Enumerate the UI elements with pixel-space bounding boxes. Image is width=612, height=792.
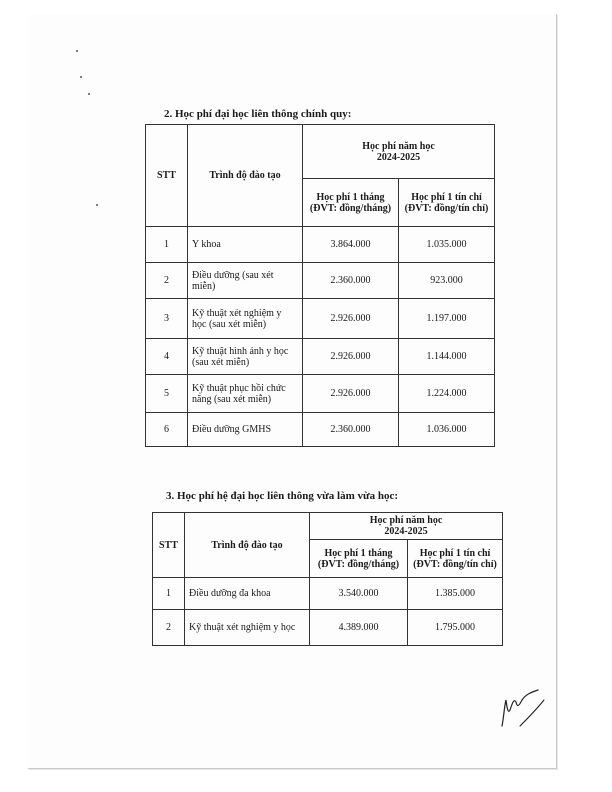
table-row <box>146 263 495 299</box>
row-monthly-fee: 3.540.000 <box>310 578 408 610</box>
row-stt: 5 <box>146 375 188 413</box>
scan-speck <box>80 76 82 78</box>
row-program: Điều dưỡng (sau xét miễn) <box>188 263 303 299</box>
row-monthly-fee: 2.926.000 <box>303 375 399 413</box>
header-program: Trình độ đào tạo <box>185 513 310 578</box>
table-row <box>146 339 495 375</box>
header-program-label: Trình độ đào tạo <box>209 170 281 181</box>
row-monthly-fee: 2.360.000 <box>303 263 399 299</box>
header-fee-group <box>303 125 495 179</box>
table-row <box>153 578 503 610</box>
row-program: Điều dưỡng GMHS <box>188 413 303 447</box>
row-stt: 6 <box>146 413 188 447</box>
row-credit-fee: 1.036.000 <box>399 413 495 447</box>
header-fee-group-label: Học phí năm học <box>362 140 435 152</box>
row-monthly-fee: 2.926.000 <box>303 299 399 339</box>
table-row <box>153 610 503 646</box>
row-credit-fee: 1.035.000 <box>399 227 495 263</box>
row-program: Kỹ thuật phục hồi chức năng (sau xét miễn) <box>188 375 303 413</box>
header-credit-fee: Học phí 1 tín chỉ (ĐVT: đồng/tín chỉ) <box>399 179 495 227</box>
row-program: Y khoa <box>188 227 303 263</box>
fee-table-regular <box>145 124 495 447</box>
header-credit-fee: Học phí 1 tín chỉ (ĐVT: đồng/tín chỉ) <box>408 540 503 578</box>
row-stt: 1 <box>153 578 185 610</box>
scan-speck <box>96 204 98 206</box>
row-monthly-fee: 2.360.000 <box>303 413 399 447</box>
row-stt: 2 <box>153 610 185 646</box>
table-row <box>146 227 495 263</box>
row-stt: 2 <box>146 263 188 299</box>
header-monthly-fee: Học phí 1 tháng (ĐVT: đồng/tháng) <box>303 179 399 227</box>
row-stt: 3 <box>146 299 188 339</box>
header-fee-group-label: Học phí năm học <box>369 515 443 526</box>
row-credit-fee: 1.795.000 <box>408 610 503 646</box>
row-program: Kỹ thuật hình ảnh y học (sau xét miễn) <box>188 339 303 375</box>
header-fee-year: 2024-2025 <box>376 151 421 163</box>
table-row <box>146 413 495 447</box>
row-monthly-fee: 2.926.000 <box>303 339 399 375</box>
row-program: Điều dưỡng đa khoa <box>185 578 310 610</box>
row-stt: 1 <box>146 227 188 263</box>
header-stt: STT <box>146 125 188 227</box>
header-program <box>188 125 303 227</box>
row-monthly-fee: 4.389.000 <box>310 610 408 646</box>
row-program: Kỹ thuật xét nghiệm y học (sau xét miễn) <box>188 299 303 339</box>
header-fee-year: 2024-2025 <box>384 526 428 537</box>
row-credit-fee: 1.385.000 <box>408 578 503 610</box>
row-program: Kỹ thuật xét nghiệm y học <box>185 610 310 646</box>
scan-speck <box>88 93 90 95</box>
section-3-heading: 3. Học phí hệ đại học liên thông vừa làm vừa học: <box>166 490 398 502</box>
row-credit-fee: 1.144.000 <box>399 339 495 375</box>
row-credit-fee: 923.000 <box>399 263 495 299</box>
row-credit-fee: 1.224.000 <box>399 375 495 413</box>
fee-table-part-time <box>152 512 503 646</box>
scan-speck <box>76 50 78 52</box>
header-fee-group <box>310 513 503 540</box>
row-monthly-fee: 3.864.000 <box>303 227 399 263</box>
header-monthly-fee: Học phí 1 tháng (ĐVT: đồng/tháng) <box>310 540 408 578</box>
section-2-heading: 2. Học phí đại học liên thông chính quy: <box>164 108 352 120</box>
row-credit-fee: 1.197.000 <box>399 299 495 339</box>
header-stt: STT <box>153 513 185 578</box>
table-row <box>146 299 495 339</box>
row-stt: 4 <box>146 339 188 375</box>
table-row <box>146 375 495 413</box>
handwritten-initials-icon <box>498 686 548 732</box>
